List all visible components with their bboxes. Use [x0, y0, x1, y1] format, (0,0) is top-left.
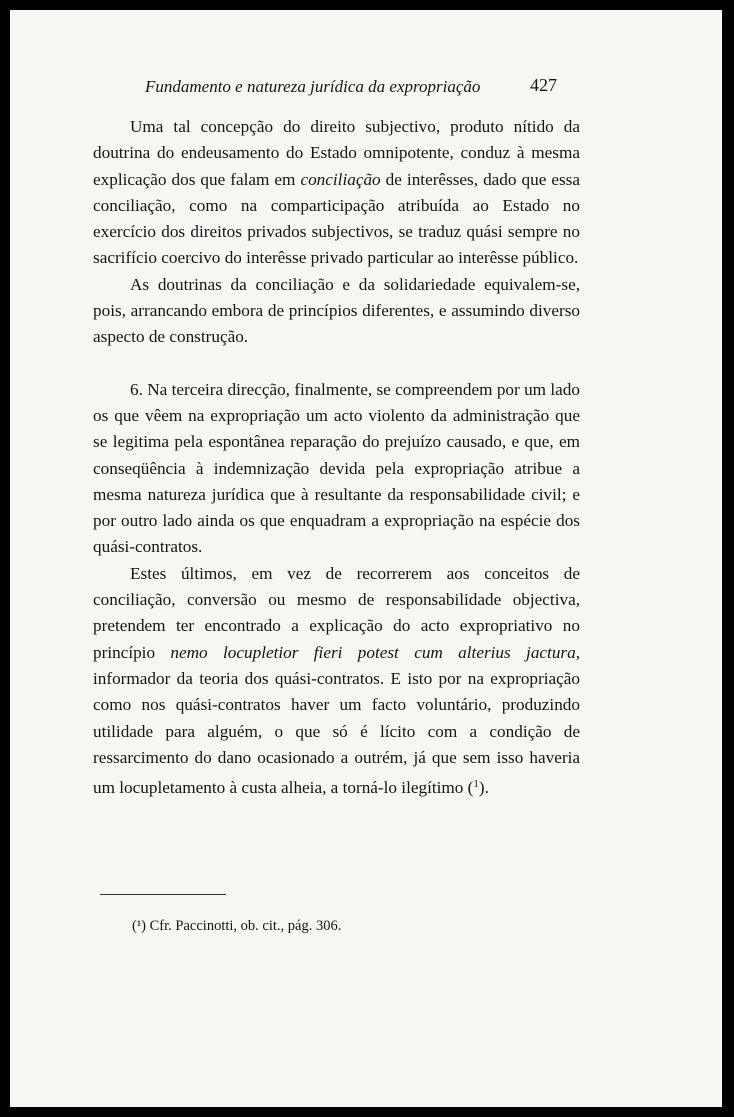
section-6-paragraph: 6. Na terceira direcção, finalmente, se compreendem por um lado os que vêem na expropriação um acto violento da administração que se legitima pela espontânea reparação do prejuízo causado, e que, em conseqüência à indemnização devida pela expropriação atribue a mesma natureza jurídica que à resultante da responsabilidade civil; e por outro lado ainda os que enquadram a expropriação na espécie dos quási-contratos. [93, 379, 580, 557]
footnote-divider [100, 894, 226, 895]
paragraph-1: Uma tal concepção do direito subjectivo, produto nítido da doutrina do endeusamento do Estado omnipotente, conduz à mesma explicação dos que falam em conciliação de interêsses, dado que essa conciliação, como na comparticipação atribuída ao Estado no exercício dos direitos privados subjectivos, se traduz quási sempre no sacrifício coercivo do interêsse privado particular ao interêsse público. [93, 117, 580, 268]
term-conciliacao: conciliação [300, 169, 381, 189]
latin-maxim: nemo locupletior fieri potest cum alterius jactura, [170, 642, 580, 662]
footnote [132, 918, 341, 935]
footnote-text: Cfr. Paccinotti, ob. cit., pág. 306. [149, 918, 342, 934]
body-text [93, 114, 580, 801]
book-page [10, 10, 722, 1107]
page-header [10, 77, 722, 101]
page-number: 427 [530, 75, 557, 95]
paragraph-4: Estes últimos, em vez de recorrerem aos conceitos de conciliação, conversão ou mesmo de responsabilidade objectiva, pretendem ter encontrado a explicação do acto expropriativo no princípio nemo locupletior fieri potest cum alterius jactura, informador da teoria dos quási-contratos. E isto por na expropriação como nos quási-contratos haver um facto voluntário, produzindo utilidade para alguém, o que só é lícito com a condição de ressarcimento do dano ocasionado a outrém, já que sem isso haveria um locupletamento à custa alheia, a torná-lo ilegítimo ($^1$). [93, 563, 580, 798]
running-title: Fundamento e natureza jurídica da expropriação [145, 77, 481, 96]
footnote-marker: (¹) [132, 918, 147, 934]
footnote-reference: 1 [473, 778, 479, 791]
paragraph-2: As doutrinas da conciliação e da solidariedade equivalem-se, pois, arrancando embora de princípios diferentes, e assumindo diverso aspecto de construção. [93, 274, 580, 347]
